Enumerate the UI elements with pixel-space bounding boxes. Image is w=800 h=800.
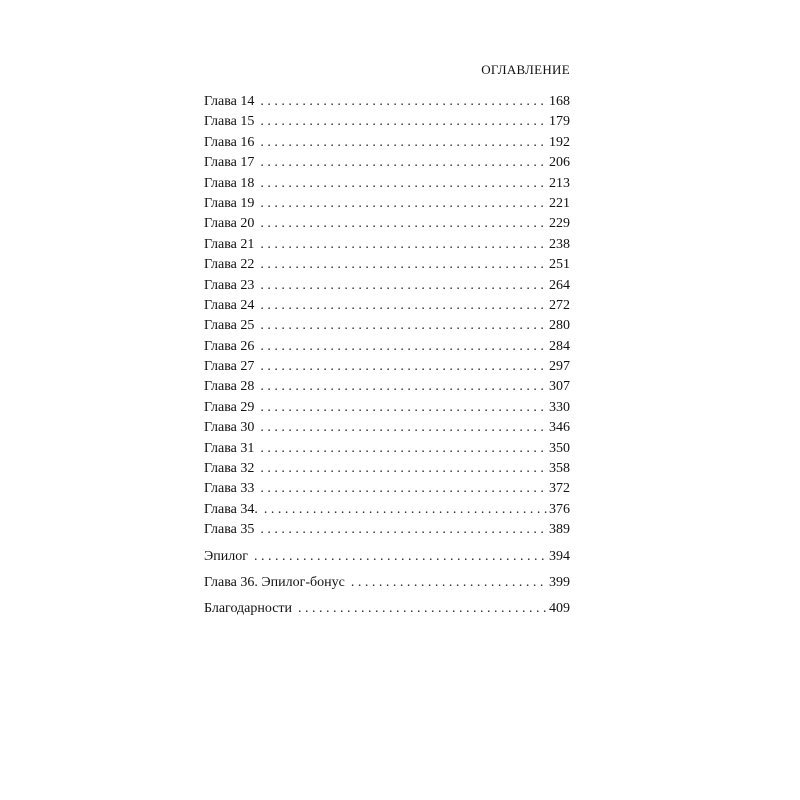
dot-leader (260, 296, 547, 316)
toc-entry (204, 235, 570, 255)
entry-title: Глава 18 (204, 175, 255, 191)
dot-leader (254, 547, 547, 567)
dot-leader (298, 599, 547, 619)
toc-entry (204, 112, 570, 132)
entry-title: Глава 32 (204, 461, 255, 477)
entry-title: Глава 34. (204, 501, 258, 517)
toc-entry (204, 174, 570, 194)
toc-entry (204, 357, 570, 377)
toc-entry (204, 133, 570, 153)
entry-title: Благодарности (204, 601, 293, 617)
dot-leader (260, 255, 547, 275)
dot-leader (260, 112, 547, 132)
toc-entry (204, 520, 570, 540)
table-of-contents (204, 92, 570, 620)
entry-title: Глава 23 (204, 277, 255, 293)
entry-title: Глава 15 (204, 114, 255, 130)
dot-leader (260, 316, 547, 336)
entry-title: Глава 21 (204, 236, 255, 252)
toc-entry (204, 398, 570, 418)
entry-title: Глава 27 (204, 359, 255, 375)
dot-leader (260, 92, 547, 112)
dot-leader (260, 276, 547, 296)
page-number: 399 (549, 574, 570, 590)
entry-title: Глава 29 (204, 399, 255, 415)
page-number: 389 (549, 522, 570, 538)
toc-entry (204, 337, 570, 357)
dot-leader (260, 214, 547, 234)
page-number: 394 (549, 548, 570, 564)
toc-entry (204, 377, 570, 397)
toc-entry-acknowledgements (204, 599, 570, 619)
entry-title: Глава 26 (204, 338, 255, 354)
dot-leader (260, 418, 547, 438)
entry-title: Эпилог (204, 548, 248, 564)
toc-entry (204, 296, 570, 316)
page-number: 280 (549, 318, 570, 334)
page-number: 168 (549, 94, 570, 109)
entry-title: Глава 25 (204, 318, 255, 334)
page-number: 284 (549, 338, 570, 354)
entry-title: Глава 22 (204, 257, 255, 273)
entry-title: Глава 24 (204, 297, 255, 313)
toc-entry (204, 92, 570, 112)
entry-title: Глава 17 (204, 155, 255, 171)
entry-title: Глава 20 (204, 216, 255, 232)
dot-leader (260, 153, 547, 173)
entry-title: Глава 30 (204, 420, 255, 436)
entry-title: Глава 19 (204, 195, 255, 211)
toc-entry (204, 214, 570, 234)
page-number: 179 (549, 114, 570, 130)
dot-leader (264, 500, 547, 520)
page-number: 238 (549, 236, 570, 252)
page-number: 264 (549, 277, 570, 293)
toc-entry (204, 316, 570, 336)
entry-title: Глава 14 (204, 94, 255, 109)
page-number: 272 (549, 297, 570, 313)
dot-leader (260, 357, 547, 377)
page-number: 330 (549, 399, 570, 415)
toc-entry-bonus (204, 573, 570, 593)
page-number: 213 (549, 175, 570, 191)
toc-entry (204, 500, 570, 520)
toc-entry (204, 276, 570, 296)
dot-leader (351, 573, 547, 593)
page-number: 192 (549, 134, 570, 150)
page-header: ОГЛАВЛЕНИЕ (481, 62, 570, 77)
toc-entry (204, 418, 570, 438)
toc-entry (204, 439, 570, 459)
page-number: 346 (549, 420, 570, 436)
toc-entry (204, 153, 570, 173)
page-number: 307 (549, 379, 570, 395)
toc-entry (204, 255, 570, 275)
page-number: 251 (549, 257, 570, 273)
dot-leader (260, 459, 547, 479)
dot-leader (260, 398, 547, 418)
entry-title: Глава 35 (204, 522, 255, 538)
dot-leader (260, 439, 547, 459)
toc-entry-epilogue (204, 547, 570, 567)
dot-leader (260, 235, 547, 255)
dot-leader (260, 194, 547, 214)
toc-entry (204, 459, 570, 479)
page-number: 372 (549, 481, 570, 497)
dot-leader (260, 133, 547, 153)
dot-leader (260, 174, 547, 194)
dot-leader (260, 377, 547, 397)
page-number: 376 (549, 501, 570, 517)
entry-title: Глава 33 (204, 481, 255, 497)
toc-entry (204, 194, 570, 214)
page-number: 358 (549, 461, 570, 477)
dot-leader (260, 479, 547, 499)
dot-leader (260, 520, 547, 540)
page-number: 297 (549, 359, 570, 375)
entry-title: Глава 16 (204, 134, 255, 150)
entry-title: Глава 28 (204, 379, 255, 395)
dot-leader (260, 337, 547, 357)
page-number: 409 (549, 601, 570, 617)
entry-title: Глава 31 (204, 440, 255, 456)
page-number: 350 (549, 440, 570, 456)
page-number: 221 (549, 195, 570, 211)
page-number: 206 (549, 155, 570, 171)
page-number: 229 (549, 216, 570, 232)
entry-title: Глава 36. Эпилог-бонус (204, 574, 345, 590)
toc-entry (204, 479, 570, 499)
